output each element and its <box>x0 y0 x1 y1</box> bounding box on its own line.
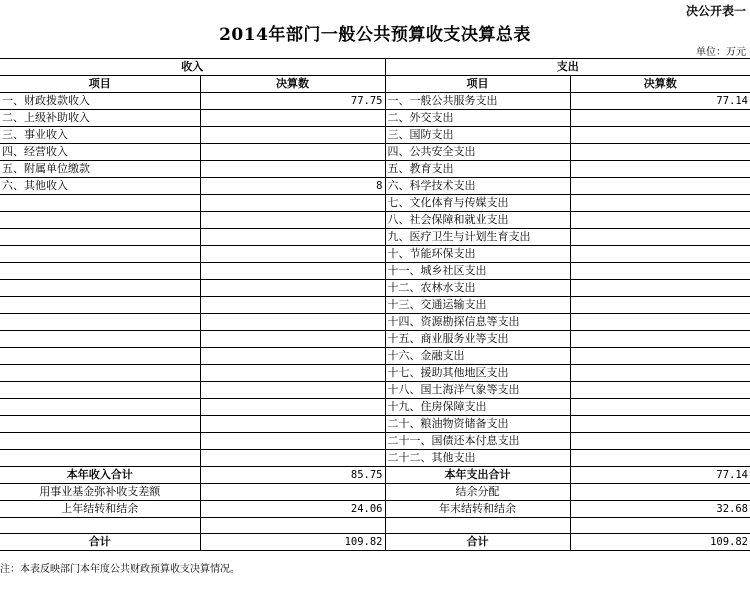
expense-item: 八、社会保障和就业支出 <box>385 212 570 229</box>
income-item: 四、经营收入 <box>0 144 200 161</box>
income-amount <box>200 416 385 433</box>
table-row <box>0 433 750 450</box>
report-tag: 决公开表一 <box>685 4 746 18</box>
expense-amount <box>570 416 750 433</box>
table-row <box>0 450 750 467</box>
income-amount <box>200 144 385 161</box>
expense-amount <box>570 263 750 280</box>
income-amount <box>200 297 385 314</box>
expense-amount <box>570 161 750 178</box>
table-row <box>0 365 750 382</box>
table-row <box>0 348 750 365</box>
end-carry-value: 32.68 <box>570 501 750 518</box>
income-item <box>0 229 200 246</box>
table-row <box>0 280 750 297</box>
income-amount <box>200 161 385 178</box>
expense-item: 二十、粮油物资储备支出 <box>385 416 570 433</box>
income-item <box>0 263 200 280</box>
table-row <box>0 212 750 229</box>
income-amount <box>200 127 385 144</box>
income-amount <box>200 212 385 229</box>
income-item <box>0 416 200 433</box>
income-item <box>0 314 200 331</box>
expense-item: 十五、商业服务业等支出 <box>385 331 570 348</box>
income-amount <box>200 365 385 382</box>
income-amount <box>200 246 385 263</box>
expense-item: 七、文化体育与传媒支出 <box>385 195 570 212</box>
expense-amount <box>570 178 750 195</box>
expense-item: 三、国防支出 <box>385 127 570 144</box>
end-carry-label: 年末结转和结余 <box>385 501 570 518</box>
expense-amount <box>570 450 750 467</box>
expense-total-label: 本年支出合计 <box>385 467 570 484</box>
expense-amount <box>570 382 750 399</box>
expense-amount-header: 决算数 <box>570 76 750 93</box>
table-row <box>0 399 750 416</box>
fund-label: 用事业基金弥补收支差额 <box>0 484 200 501</box>
income-item <box>0 348 200 365</box>
table-row <box>0 263 750 280</box>
empty-cell <box>385 518 570 534</box>
expense-amount <box>570 246 750 263</box>
prev-carry-label: 上年结转和结余 <box>0 501 200 518</box>
table-row <box>0 229 750 246</box>
income-amount <box>200 382 385 399</box>
table-row <box>0 246 750 263</box>
expense-amount <box>570 110 750 127</box>
expense-amount: 77.14 <box>570 93 750 110</box>
income-item <box>0 297 200 314</box>
expense-amount <box>570 212 750 229</box>
income-item <box>0 365 200 382</box>
income-item <box>0 399 200 416</box>
income-item <box>0 246 200 263</box>
table-row <box>0 127 750 144</box>
expense-amount <box>570 314 750 331</box>
income-item: 三、事业收入 <box>0 127 200 144</box>
empty-cell <box>0 518 200 534</box>
empty-cell <box>200 518 385 534</box>
expense-item: 十二、农林水支出 <box>385 280 570 297</box>
income-item <box>0 331 200 348</box>
expense-amount <box>570 144 750 161</box>
income-amount <box>200 229 385 246</box>
table-row <box>0 331 750 348</box>
table-row <box>0 416 750 433</box>
income-amount <box>200 263 385 280</box>
expense-item: 十三、交通运输支出 <box>385 297 570 314</box>
income-amount-header: 决算数 <box>200 76 385 93</box>
table-row <box>0 314 750 331</box>
income-header: 收入 <box>0 59 385 76</box>
table-row <box>0 178 750 195</box>
budget-table <box>0 58 750 551</box>
grand-total-label-left: 合计 <box>0 534 200 551</box>
expense-item: 十六、金融支出 <box>385 348 570 365</box>
table-row <box>0 110 750 127</box>
income-amount <box>200 348 385 365</box>
footnote: 注：本表反映部门本年度公共财政预算收支决算情况。 <box>0 564 240 575</box>
income-item: 五、附属单位缴款 <box>0 161 200 178</box>
grand-total-label-right: 合计 <box>385 534 570 551</box>
income-item-header: 项目 <box>0 76 200 93</box>
expense-item: 二十二、其他支出 <box>385 450 570 467</box>
income-amount <box>200 331 385 348</box>
income-amount <box>200 399 385 416</box>
expense-item: 二十一、国债还本付息支出 <box>385 433 570 450</box>
expense-item: 十八、国土海洋气象等支出 <box>385 382 570 399</box>
income-amount <box>200 110 385 127</box>
income-item: 二、上级补助收入 <box>0 110 200 127</box>
income-item <box>0 280 200 297</box>
income-item: 一、财政拨款收入 <box>0 93 200 110</box>
fund-value <box>200 484 385 501</box>
expense-amount <box>570 280 750 297</box>
expense-item: 一、一般公共服务支出 <box>385 93 570 110</box>
income-total-label: 本年收入合计 <box>0 467 200 484</box>
unit-label: 单位：万元 <box>696 47 746 58</box>
expense-item: 十九、住房保障支出 <box>385 399 570 416</box>
expense-amount <box>570 433 750 450</box>
expense-amount <box>570 127 750 144</box>
expense-item: 十七、援助其他地区支出 <box>385 365 570 382</box>
expense-item: 五、教育支出 <box>385 161 570 178</box>
expense-item: 九、医疗卫生与计划生育支出 <box>385 229 570 246</box>
expense-amount <box>570 348 750 365</box>
income-item <box>0 212 200 229</box>
empty-cell <box>570 518 750 534</box>
expense-item: 十一、城乡社区支出 <box>385 263 570 280</box>
expense-item: 四、公共安全支出 <box>385 144 570 161</box>
expense-total-value: 77.14 <box>570 467 750 484</box>
income-item <box>0 382 200 399</box>
expense-item: 二、外交支出 <box>385 110 570 127</box>
table-row <box>0 297 750 314</box>
income-item <box>0 450 200 467</box>
income-amount: 77.75 <box>200 93 385 110</box>
table-row <box>0 195 750 212</box>
table-row <box>0 93 750 110</box>
page-title: 2014年部门一般公共预算收支决算总表 <box>219 25 531 45</box>
income-amount <box>200 280 385 297</box>
expense-amount <box>570 297 750 314</box>
income-amount <box>200 195 385 212</box>
expense-amount <box>570 195 750 212</box>
table-row <box>0 161 750 178</box>
expense-header: 支出 <box>385 59 750 76</box>
surplus-label: 结余分配 <box>385 484 570 501</box>
income-total-value: 85.75 <box>200 467 385 484</box>
surplus-value <box>570 484 750 501</box>
expense-amount <box>570 229 750 246</box>
expense-amount <box>570 399 750 416</box>
table-row <box>0 382 750 399</box>
table-row <box>0 144 750 161</box>
expense-amount <box>570 331 750 348</box>
income-item <box>0 195 200 212</box>
expense-item-header: 项目 <box>385 76 570 93</box>
income-item: 六、其他收入 <box>0 178 200 195</box>
income-amount <box>200 314 385 331</box>
income-amount <box>200 450 385 467</box>
grand-total-left: 109.82 <box>200 534 385 551</box>
prev-carry-value: 24.06 <box>200 501 385 518</box>
income-amount: 8 <box>200 178 385 195</box>
grand-total-right: 109.82 <box>570 534 750 551</box>
expense-amount <box>570 365 750 382</box>
expense-item: 六、科学技术支出 <box>385 178 570 195</box>
income-amount <box>200 433 385 450</box>
income-item <box>0 433 200 450</box>
expense-item: 十四、资源勘探信息等支出 <box>385 314 570 331</box>
expense-item: 十、节能环保支出 <box>385 246 570 263</box>
